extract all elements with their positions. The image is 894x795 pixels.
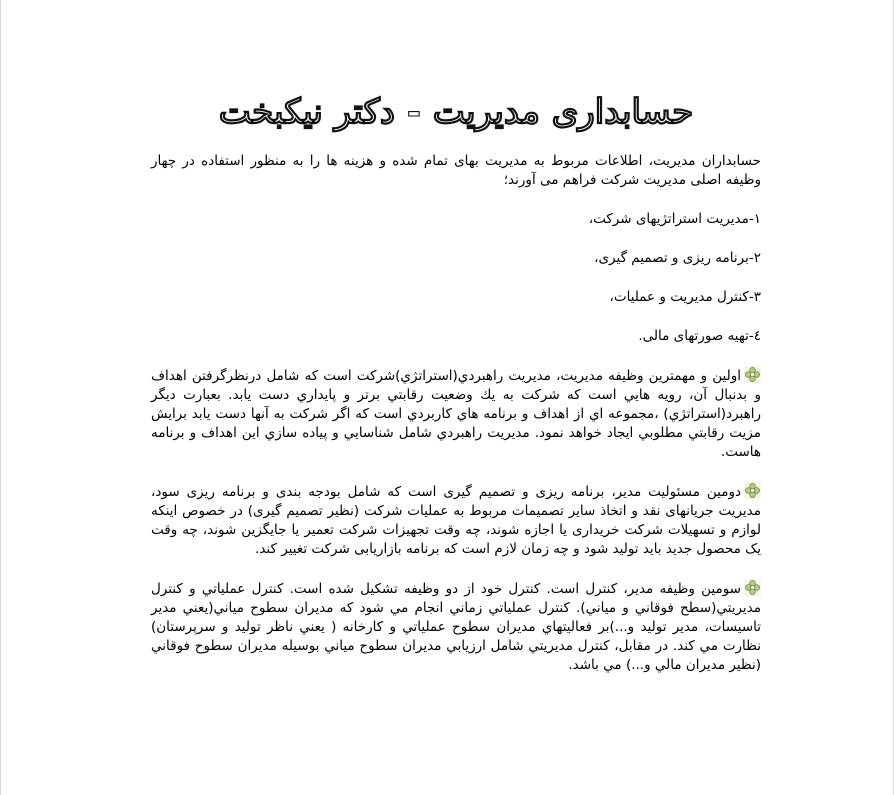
paragraph-text: اولین و مهمترین وظيفه مدیریت، مدیریت راهبردي(استراتژي)شرکت است که شامل درنظرگرفتن اهداف و بدنبال آن، رویه هایي است که شرکت به يك وضعيت رقابتي برتر و پایداري دست یابد. بعبارت دیگر راهبرد(استراتژي) ،مجموعه اي از اهداف و برنامه هاي کاربردي است که اگر شرکت به آنها دست یابد برایش مزیت رقابتي مطلوبي ایجاد خواهد نمود. مدیریت راهبردي شامل شناسايي و پياده سازي این اهداف و برنامه هاست. xyxy=(151,368,761,460)
flower-bullet-icon xyxy=(744,579,761,596)
flower-bullet-icon xyxy=(744,482,761,499)
document-body xyxy=(151,88,761,695)
paragraph-text: دومین مسئولیت مدیر، برنامه ریزی و تصمیم گیری است که شامل بودجه بندی و برنامه ریزی سود، مدیریت جریانهای نقد و اتخاذ سایر تصمیمات مربوط به عملیات شرکت (نظیر تصمیم گیری) در خصوص اینکه لوازم و تسهیلات شرکت خریداری یا اجازه شوند، چه وقت تجهیزات شرکت تعمیر یا جایگزین شوند، چه وقت یک محصول جدید باید تولید شود و چه زمان لازم است که برنامه بازاریابی شرکت تغییر کند. xyxy=(151,484,761,557)
intro-paragraph: حسابداران مدیریت، اطلاعات مربوط به مدیریت بهای تمام شده و هزینه ها را به منظور استفاده در چهار وظیفه اصلی مدیریت شرکت فراهم می آورند؛ xyxy=(151,153,761,188)
paragraph-strategic-management xyxy=(151,366,761,462)
list-item: ۲-برنامه ریزی و تصمیم گیری، xyxy=(594,250,761,266)
list-item: ۳-کنترل مدیریت و عملیات، xyxy=(609,289,761,305)
flower-bullet-icon xyxy=(744,366,761,383)
paragraph-text: سومین وظیفه مدیر، کنترل است. کنترل خود از دو وظیفه تشکیل شده است. کنترل عملياتي و کنترل مدیریتي(سطح فوقاني و مياني). کنترل عملياتي زماني انجام مي شود که مدیران سطوح مياني(يعني مدير تاسيسات، مدير توليد و...)بر فعاليتهاي مدیران سطوح عملياتي و کارخانه ( يعني ناظر توليد و سرپرستان) نظارت مي کند. در مقابل، کنترل مدیریتي شامل ارزيابي مدیران سطوح مياني بوسيله مدیران سطوح فوقاني (نظير مديران مالي و...) مي باشد. xyxy=(151,581,761,673)
list-item: ۱-مدیریت استراتژیهای شرکت، xyxy=(588,211,761,227)
list-item: ٤-تهیه صورتهای مالی. xyxy=(638,328,761,344)
document-title: حسابداری مدیریت - دکتر نیکبخت xyxy=(218,92,694,132)
paragraph-control xyxy=(151,579,761,675)
paragraph-planning xyxy=(151,482,761,559)
